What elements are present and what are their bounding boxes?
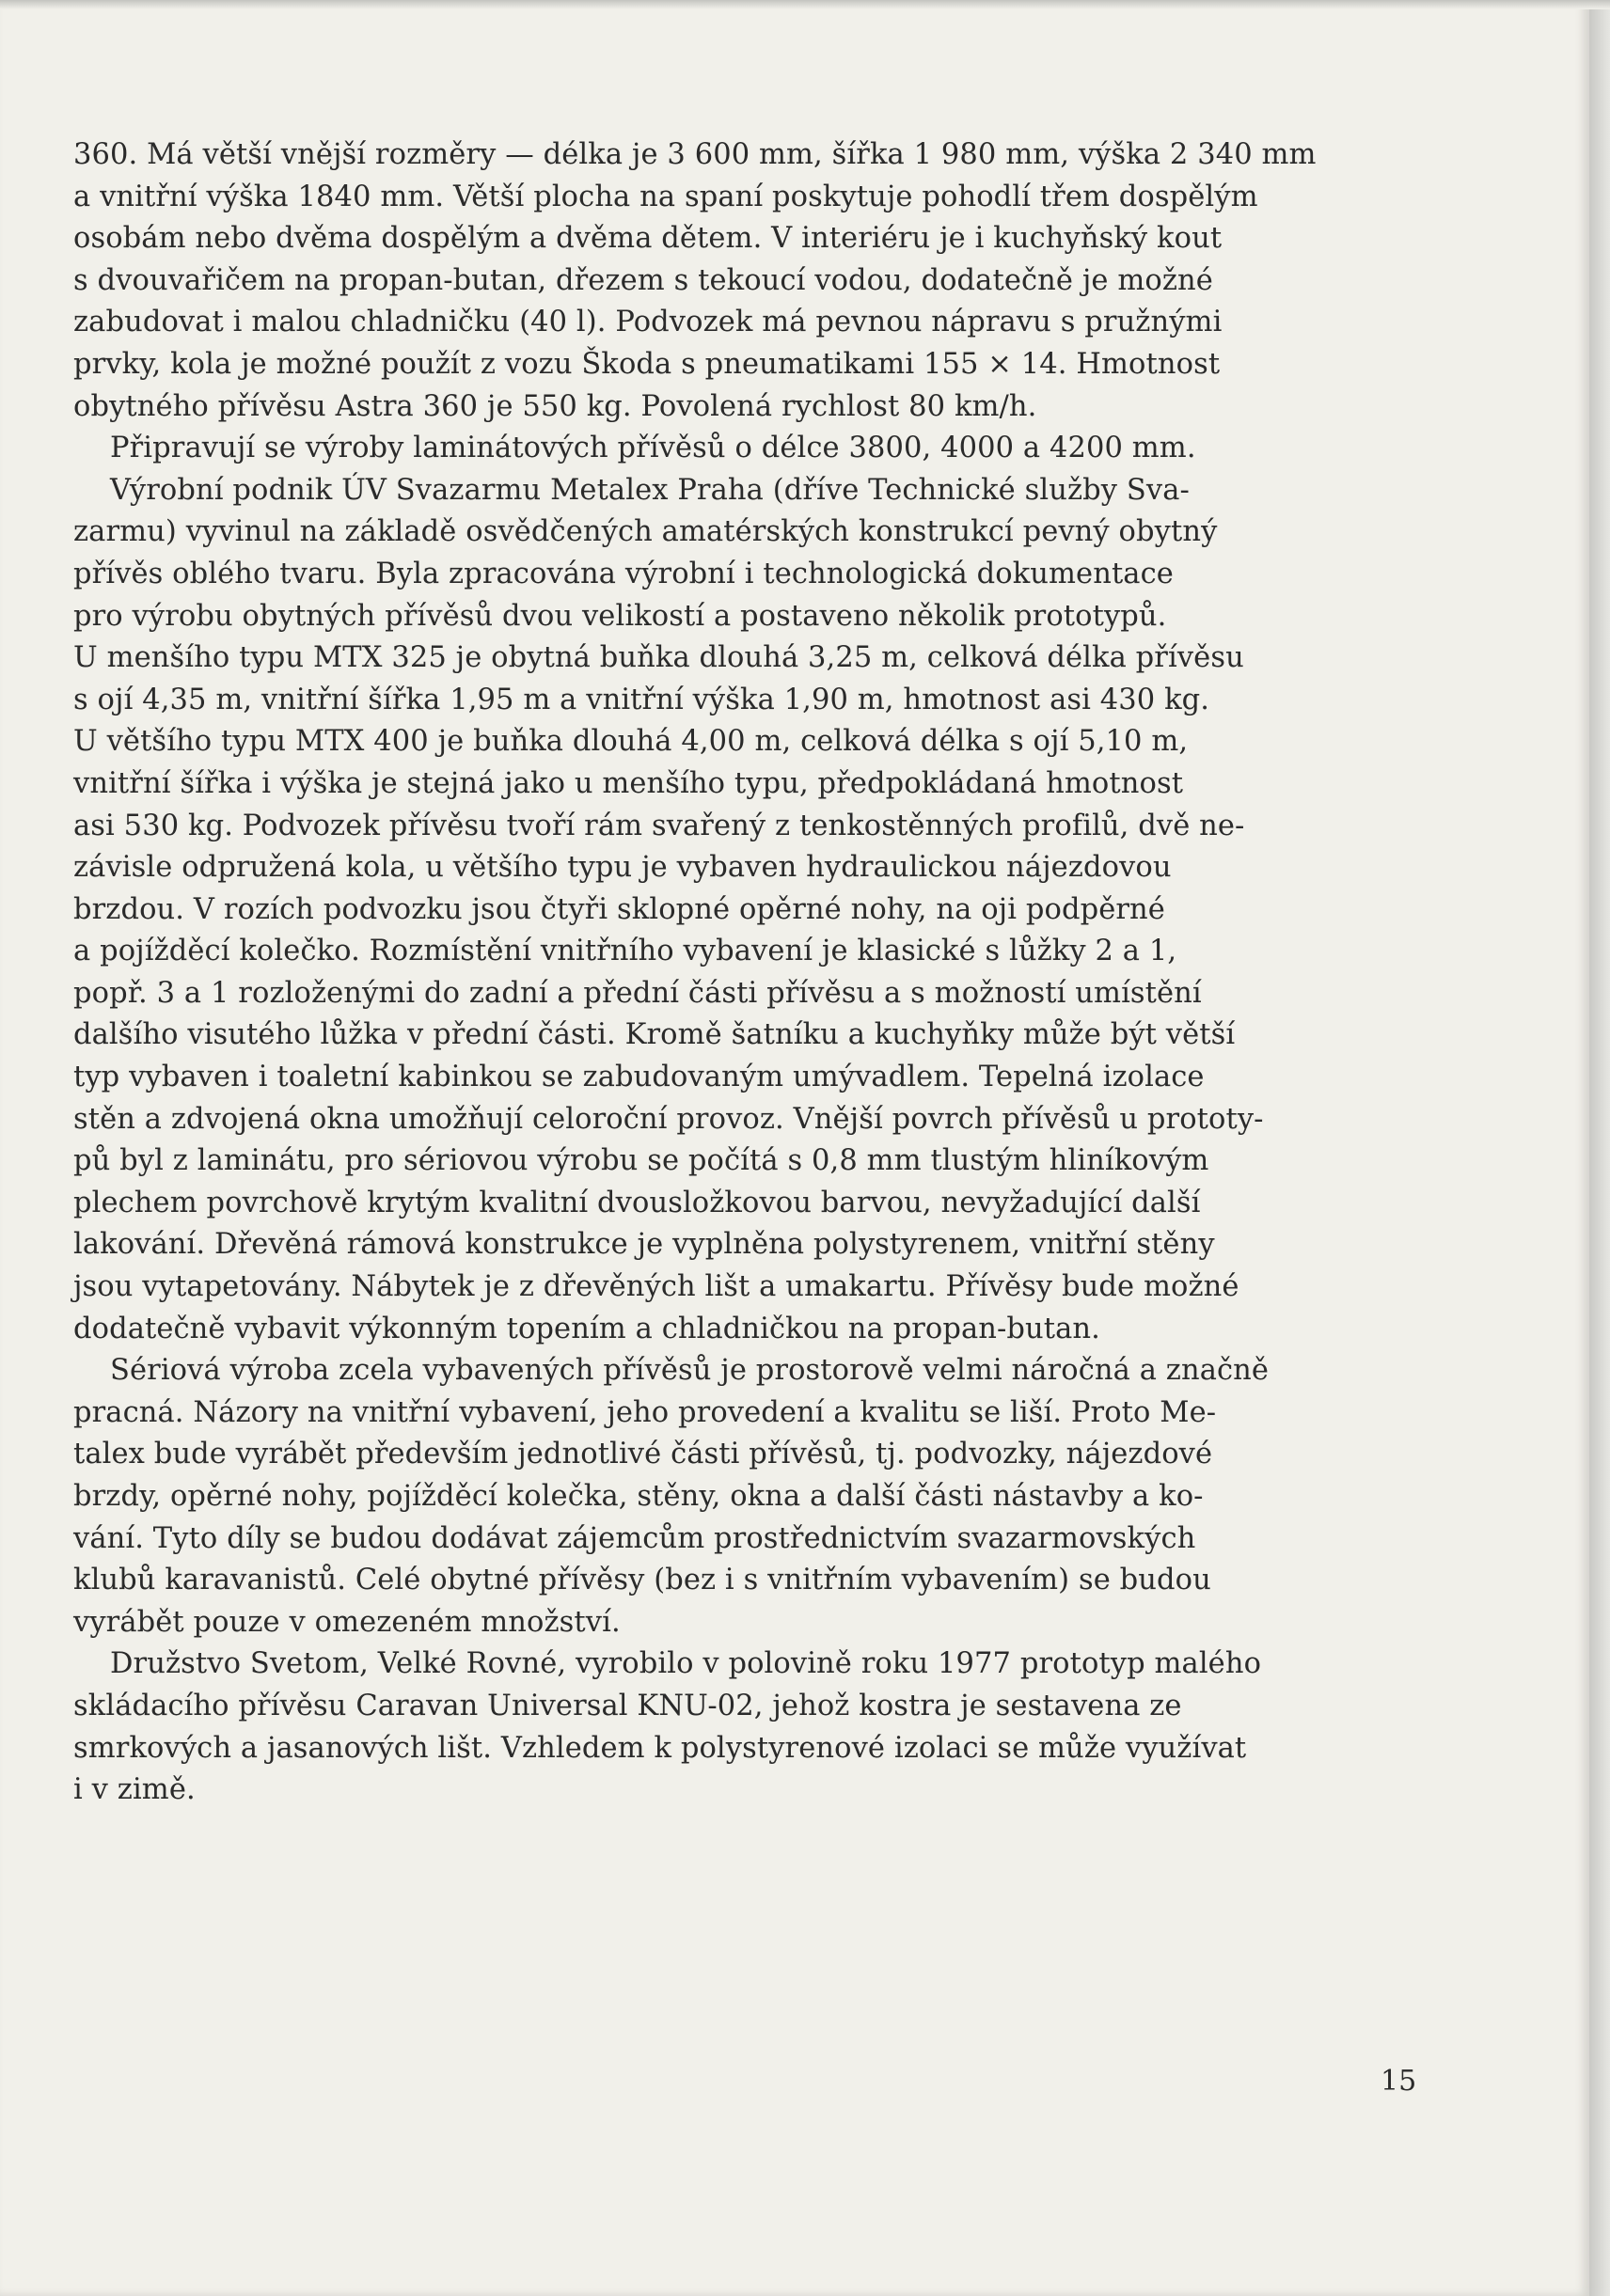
text-line: pro výrobu obytných přívěsů dvou velikostí a postaveno několik prototypů. bbox=[73, 599, 1167, 633]
text-line: vnitřní šířka i výška je stejná jako u menšího typu, předpokládaná hmotnost bbox=[73, 766, 1184, 800]
body-text bbox=[73, 134, 1422, 1812]
text-line: vyrábět pouze v omezeném množství. bbox=[73, 1605, 621, 1639]
paragraph-start-line: Sériová výroba zcela vybavených přívěsů je prostorově velmi náročná a značně bbox=[110, 1354, 1270, 1388]
text-line: zabudovat i malou chladničku (40 l). Podvozek má pevnou nápravu s pružnými bbox=[73, 306, 1223, 339]
text-line: dalšího visutého lůžka v přední části. Kromě šatníku a kuchyňky může být větší bbox=[73, 1018, 1236, 1052]
page-number: 15 bbox=[1381, 2065, 1417, 2098]
text-line: obytného přívěsu Astra 360 je 550 kg. Povolená rychlost 80 km/h. bbox=[73, 389, 1037, 423]
text-line: přívěs oblého tvaru. Byla zpracována výrobní i technologická dokumentace bbox=[73, 557, 1174, 590]
text-line: osobám nebo dvěma dospělým a dvěma dětem. V interiéru je i kuchyňský kout bbox=[73, 222, 1223, 256]
text-line: dodatečně vybavit výkonným topením a chladničkou na propan-butan. bbox=[73, 1312, 1100, 1345]
text-line: typ vybaven i toaletní kabinkou se zabudovaným umývadlem. Tepelná izolace bbox=[73, 1061, 1205, 1094]
text-line: plechem povrchově krytým kvalitní dvousložkovou barvou, nevyžadující další bbox=[73, 1186, 1201, 1219]
text-line: a vnitřní výška 1840 mm. Větší plocha na spaní poskytuje pohodlí třem dospělým bbox=[73, 180, 1258, 213]
text-line: klubů karavanistů. Celé obytné přívěsy (bez i s vnitřním vybavením) se budou bbox=[73, 1564, 1211, 1597]
text-line: stěn a zdvojená okna umožňují celoroční provoz. Vnější povrch přívěsů u prototy- bbox=[73, 1102, 1264, 1136]
text-line: s ojí 4,35 m, vnitřní šířka 1,95 m a vnitřní výška 1,90 m, hmotnost asi 430 kg. bbox=[73, 683, 1210, 716]
text-line: vání. Tyto díly se budou dodávat zájemcům prostřednictvím svazarmovských bbox=[73, 1521, 1196, 1555]
text-line: 360. Má větší vnější rozměry — délka je 3 600 mm, šířka 1 980 mm, výška 2 340 mm bbox=[73, 138, 1317, 171]
text-line: závisle odpružená kola, u většího typu je vybaven hydraulickou nájezdovou bbox=[73, 851, 1172, 885]
text-line: smrkových a jasanových lišt. Vzhledem k polystyrenové izolaci se může využívat bbox=[73, 1731, 1247, 1765]
page-top-edge bbox=[0, 0, 1610, 9]
text-line: jsou vytapetovány. Nábytek je z dřevěných lišt a umakartu. Přívěsy bude možné bbox=[73, 1270, 1239, 1304]
text-line: skládacího přívěsu Caravan Universal KNU-02, jehož kostra je sestavena ze bbox=[73, 1689, 1182, 1722]
text-line: pů byl z laminátu, pro sériovou výrobu se počítá s 0,8 mm tlustým hliníkovým bbox=[73, 1144, 1209, 1178]
text-line: U většího typu MTX 400 je buňka dlouhá 4,00 m, celková délka s ojí 5,10 m, bbox=[73, 725, 1189, 759]
text-line: lakování. Dřevěná rámová konstrukce je vyplněna polystyrenem, vnitřní stěny bbox=[73, 1228, 1215, 1262]
text-line: popř. 3 a 1 rozloženými do zadní a přední části přívěsu a s možností umístění bbox=[73, 976, 1202, 1010]
text-line: asi 530 kg. Podvozek přívěsu tvoří rám svařený z tenkostěnných profilů, dvě ne- bbox=[73, 809, 1245, 842]
text-line: zarmu) vyvinul na základě osvědčených amatérských konstrukcí pevný obytný bbox=[73, 515, 1218, 549]
text-line: i v zimě. bbox=[73, 1773, 196, 1807]
text-line: brzdy, opěrné nohy, pojížděcí kolečka, stěny, okna a další části nástavby a ko- bbox=[73, 1480, 1204, 1513]
page-edge-shadow bbox=[1589, 0, 1610, 2296]
text-line: prvky, kola je možné použít z vozu Škoda s pneumatikami 155 × 14. Hmotnost bbox=[73, 347, 1221, 381]
text-line: U menšího typu MTX 325 je obytná buňka dlouhá 3,25 m, celková délka přívěsu bbox=[73, 641, 1244, 675]
paragraph-start-line: Výrobní podnik ÚV Svazarmu Metalex Praha (dříve Technické služby Sva- bbox=[110, 473, 1190, 507]
paragraph-start-line: Družstvo Svetom, Velké Rovné, vyrobilo v polovině roku 1977 prototyp malého bbox=[110, 1647, 1262, 1681]
paragraph-start-line: Připravují se výroby laminátových přívěsů o délce 3800, 4000 a 4200 mm. bbox=[110, 432, 1196, 465]
text-line: a pojížděcí kolečko. Rozmístění vnitřního vybavení je klasické s lůžky 2 a 1, bbox=[73, 935, 1177, 968]
text-line: talex bude vyrábět především jednotlivé části přívěsů, tj. podvozky, nájezdové bbox=[73, 1438, 1213, 1471]
text-line: s dvouvařičem na propan-butan, dřezem s tekoucí vodou, dodatečně je možné bbox=[73, 263, 1213, 297]
text-line: pracná. Názory na vnitřní vybavení, jeho provedení a kvalitu se liší. Proto Me- bbox=[73, 1395, 1217, 1429]
text-line: brzdou. V rozích podvozku jsou čtyři sklopné opěrné nohy, na oji podpěrné bbox=[73, 892, 1165, 926]
